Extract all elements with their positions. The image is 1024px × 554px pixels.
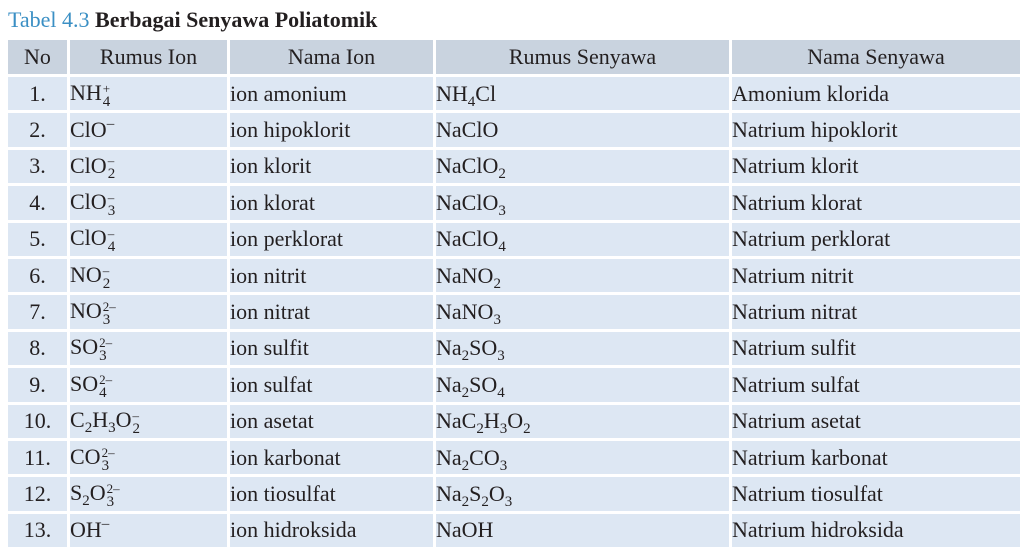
- formula-element: C: [70, 407, 85, 433]
- compound-formula: [436, 223, 732, 259]
- formula-charge-stack: [99, 337, 112, 363]
- formula-element: NaClO: [436, 117, 499, 143]
- table-row: [8, 77, 1020, 113]
- ion-name: ion hipoklorit: [230, 113, 436, 149]
- formula-subscript: 2: [481, 493, 489, 510]
- formula-element: CO: [469, 444, 500, 470]
- table-row: [8, 514, 1020, 547]
- compound-formula: [436, 332, 732, 368]
- ion-name: ion sulfit: [230, 332, 436, 368]
- compound-name: Natrium karbonat: [732, 441, 1020, 477]
- formula-subscript: 2: [132, 421, 140, 438]
- row-number: 13.: [8, 514, 70, 547]
- polyatomic-compounds-table: [8, 40, 1020, 547]
- formula-subscript: 2: [498, 166, 506, 183]
- formula-charge-stack: [102, 262, 111, 292]
- ion-name: ion asetat: [230, 405, 436, 441]
- chemical-formula: [70, 370, 113, 401]
- table-row: [8, 332, 1020, 368]
- formula-element: NaNO: [436, 262, 494, 288]
- formula-charge: 2–: [101, 444, 115, 460]
- table-title: Berbagai Senyawa Poliatomik: [95, 7, 378, 32]
- header-ion-name: Nama Ion: [230, 40, 436, 77]
- table-row: [8, 295, 1020, 331]
- formula-element: Na: [436, 371, 462, 397]
- compound-name: Natrium klorit: [732, 150, 1020, 186]
- formula-subscript: 3: [499, 421, 508, 438]
- compound-formula: [436, 405, 732, 441]
- formula-charge-stack: [101, 444, 115, 474]
- formula-subscript: 2: [461, 493, 470, 510]
- table-caption: [8, 4, 377, 36]
- row-number: 12.: [8, 477, 70, 513]
- formula-element: SO: [70, 370, 99, 396]
- row-number: 1.: [8, 77, 70, 113]
- ion-formula: [70, 113, 230, 149]
- ion-formula: [70, 259, 230, 295]
- formula-subscript: 3: [504, 493, 513, 510]
- formula-element: S: [70, 480, 83, 506]
- row-number: 4.: [8, 186, 70, 222]
- ion-name: ion perklorat: [230, 223, 436, 259]
- formula-charge: –: [132, 408, 139, 424]
- compound-name: Natrium perklorat: [732, 223, 1020, 259]
- chemical-formula: [436, 80, 497, 110]
- compound-name: Natrium nitrit: [732, 259, 1020, 295]
- compound-formula: [436, 295, 732, 331]
- chemical-formula: [70, 298, 116, 329]
- formula-element: O: [507, 408, 524, 434]
- formula-subscript: 3: [99, 348, 107, 365]
- ion-formula: [70, 477, 230, 513]
- formula-charge-stack: [107, 189, 116, 219]
- chemical-formula: [70, 480, 120, 510]
- ion-name: ion nitrat: [230, 295, 436, 331]
- ion-name: ion tiosulfat: [230, 477, 436, 513]
- chemical-formula: [70, 517, 109, 542]
- compound-formula: [436, 368, 732, 404]
- formula-charge-stack: [103, 301, 116, 327]
- chemical-formula: [70, 443, 115, 474]
- table-row: [8, 441, 1020, 477]
- formula-element: H: [92, 407, 109, 433]
- formula-charge: 2–: [99, 335, 113, 351]
- chemical-formula: [70, 261, 111, 292]
- formula-subscript: 3: [493, 312, 501, 329]
- formula-element: ClO: [70, 188, 107, 214]
- compound-formula: [436, 113, 732, 149]
- formula-charge: –: [107, 153, 115, 169]
- compound-name: Natrium klorat: [732, 186, 1020, 222]
- ion-name: ion karbonat: [230, 441, 436, 477]
- compound-name: Natrium nitrat: [732, 295, 1020, 331]
- formula-charge: –: [101, 516, 110, 533]
- formula-subscript: 3: [498, 202, 506, 219]
- formula-element: NaOH: [436, 517, 494, 543]
- row-number: 9.: [8, 368, 70, 404]
- compound-name: Natrium sulfat: [732, 368, 1020, 404]
- ion-name: ion klorat: [230, 186, 436, 222]
- formula-charge: –: [102, 262, 110, 278]
- row-number: 3.: [8, 150, 70, 186]
- table-row: [8, 186, 1020, 222]
- row-number: 6.: [8, 259, 70, 295]
- table-row: [8, 223, 1020, 259]
- formula-charge-stack: [108, 228, 116, 254]
- formula-element: NO: [70, 298, 102, 324]
- formula-element: NaClO: [436, 153, 499, 179]
- ion-name: ion klorit: [230, 150, 436, 186]
- compound-name: Natrium hidroksida: [732, 514, 1020, 547]
- compound-formula: [436, 514, 732, 547]
- formula-element: O: [89, 480, 106, 506]
- chemical-formula: [436, 117, 498, 142]
- row-number: 2.: [8, 113, 70, 149]
- formula-element: NaClO: [436, 226, 499, 252]
- header-compound-formula: Rumus Senyawa: [436, 40, 732, 77]
- chemical-formula: [70, 188, 116, 219]
- row-number: 11.: [8, 441, 70, 477]
- formula-subscript: 3: [499, 457, 508, 474]
- table-row: [8, 405, 1020, 441]
- compound-formula: [436, 441, 732, 477]
- formula-charge: 2–: [102, 299, 116, 315]
- ion-name: ion sulfat: [230, 368, 436, 404]
- formula-subscript: 2: [461, 457, 470, 474]
- formula-element: S: [469, 480, 482, 506]
- compound-formula: [436, 150, 732, 186]
- compound-name: Natrium hipoklorit: [732, 113, 1020, 149]
- formula-subscript: 4: [467, 93, 476, 110]
- row-number: 7.: [8, 295, 70, 331]
- chemical-formula: [70, 117, 114, 142]
- formula-element: Na: [436, 480, 462, 506]
- chemical-formula: [436, 153, 506, 183]
- chemical-formula: [70, 225, 116, 256]
- compound-name: Natrium tiosulfat: [732, 477, 1020, 513]
- formula-element: OH: [70, 517, 102, 543]
- chemical-formula: [436, 517, 493, 542]
- chemical-formula: [436, 189, 506, 219]
- formula-element: NaClO: [436, 189, 499, 215]
- header-compound-name: Nama Senyawa: [732, 40, 1020, 77]
- compound-formula: [436, 259, 732, 295]
- chemical-formula: [436, 299, 501, 329]
- formula-element: CO: [70, 443, 101, 469]
- formula-subscript: 2: [493, 275, 501, 292]
- row-number: 5.: [8, 223, 70, 259]
- formula-subscript: 3: [107, 202, 116, 219]
- formula-element: O: [488, 480, 505, 506]
- formula-subscript: 3: [102, 312, 111, 329]
- formula-element: Cl: [475, 80, 497, 106]
- formula-charge: –: [107, 189, 115, 205]
- formula-charge-stack: [108, 155, 116, 181]
- formula-subscript: 2: [107, 166, 116, 183]
- ion-formula: [70, 150, 230, 186]
- header-ion-formula: Rumus Ion: [70, 40, 230, 77]
- formula-element: NaNO: [436, 299, 494, 325]
- formula-charge: +: [102, 80, 111, 96]
- chemical-formula: [436, 371, 505, 401]
- table-number: Tabel 4.3: [8, 7, 90, 32]
- chemical-formula: [436, 226, 506, 256]
- ion-formula: [70, 295, 230, 331]
- compound-formula: [436, 77, 732, 113]
- table-row: [8, 113, 1020, 149]
- formula-subscript: 2: [476, 421, 484, 438]
- ion-name: ion hidroksida: [230, 514, 436, 547]
- ion-formula: [70, 441, 230, 477]
- formula-element: SO: [469, 335, 498, 361]
- formula-charge-stack: [102, 80, 111, 110]
- compound-formula: [436, 477, 732, 513]
- formula-element: Na: [436, 335, 462, 361]
- formula-subscript: 4: [102, 93, 111, 110]
- table-row: [8, 368, 1020, 404]
- formula-subscript: 3: [101, 457, 110, 474]
- formula-element: NH: [70, 79, 102, 105]
- chemical-formula: [436, 408, 531, 438]
- formula-element: Na: [436, 444, 462, 470]
- formula-charge: –: [107, 226, 115, 242]
- formula-subscript: 3: [108, 420, 116, 437]
- chemical-formula: [436, 480, 513, 510]
- ion-name: ion nitrit: [230, 259, 436, 295]
- formula-element: NaC: [436, 408, 477, 434]
- formula-subscript: 3: [497, 348, 505, 365]
- formula-element: ClO: [70, 225, 107, 251]
- formula-subscript: 2: [82, 493, 90, 510]
- chemical-formula: [70, 407, 140, 438]
- formula-element: H: [483, 408, 500, 434]
- formula-charge: 2–: [99, 371, 113, 387]
- formula-subscript: 2: [461, 384, 470, 401]
- formula-subscript: 4: [498, 239, 506, 256]
- chemical-formula: [70, 334, 113, 365]
- ion-formula: [70, 368, 230, 404]
- compound-name: Natrium asetat: [732, 405, 1020, 441]
- compound-name: Natrium sulfit: [732, 332, 1020, 368]
- chemical-formula: [436, 335, 505, 365]
- ion-formula: [70, 186, 230, 222]
- compound-formula: [436, 186, 732, 222]
- ion-formula: [70, 405, 230, 441]
- ion-name: ion amonium: [230, 77, 436, 113]
- formula-element: NO: [70, 261, 102, 287]
- formula-subscript: 3: [106, 493, 115, 510]
- table-row: [8, 259, 1020, 295]
- chemical-formula: [436, 444, 508, 474]
- ion-formula: [70, 514, 230, 547]
- row-number: 8.: [8, 332, 70, 368]
- formula-subscript: 4: [107, 239, 116, 256]
- table-body: [8, 77, 1020, 547]
- formula-element: SO: [469, 371, 498, 397]
- formula-charge-stack: [132, 410, 140, 436]
- formula-charge: –: [106, 116, 115, 133]
- formula-charge-stack: [99, 371, 113, 401]
- formula-charge: 2–: [106, 480, 120, 496]
- formula-subscript: 2: [102, 275, 111, 292]
- ion-formula: [70, 77, 230, 113]
- formula-subscript: 4: [99, 384, 107, 401]
- table-row: [8, 477, 1020, 513]
- formula-subscript: 2: [84, 420, 93, 437]
- header-no: No: [8, 40, 70, 77]
- formula-element: O: [115, 407, 132, 433]
- formula-subscript: 4: [497, 384, 505, 401]
- formula-subscript: 2: [461, 348, 470, 365]
- formula-element: ClO: [70, 152, 107, 178]
- chemical-formula: [436, 262, 501, 292]
- chemical-formula: [70, 152, 116, 183]
- formula-charge-stack: [106, 480, 120, 510]
- formula-element: ClO: [70, 117, 107, 143]
- ion-formula: [70, 332, 230, 368]
- ion-formula: [70, 223, 230, 259]
- table-row: [8, 150, 1020, 186]
- formula-element: SO: [70, 334, 99, 360]
- chemical-formula: [70, 79, 111, 110]
- formula-subscript: 2: [523, 421, 531, 438]
- compound-name: Amonium klorida: [732, 77, 1020, 113]
- row-number: 10.: [8, 405, 70, 441]
- table-header-row: [8, 40, 1020, 77]
- formula-element: NH: [436, 80, 468, 106]
